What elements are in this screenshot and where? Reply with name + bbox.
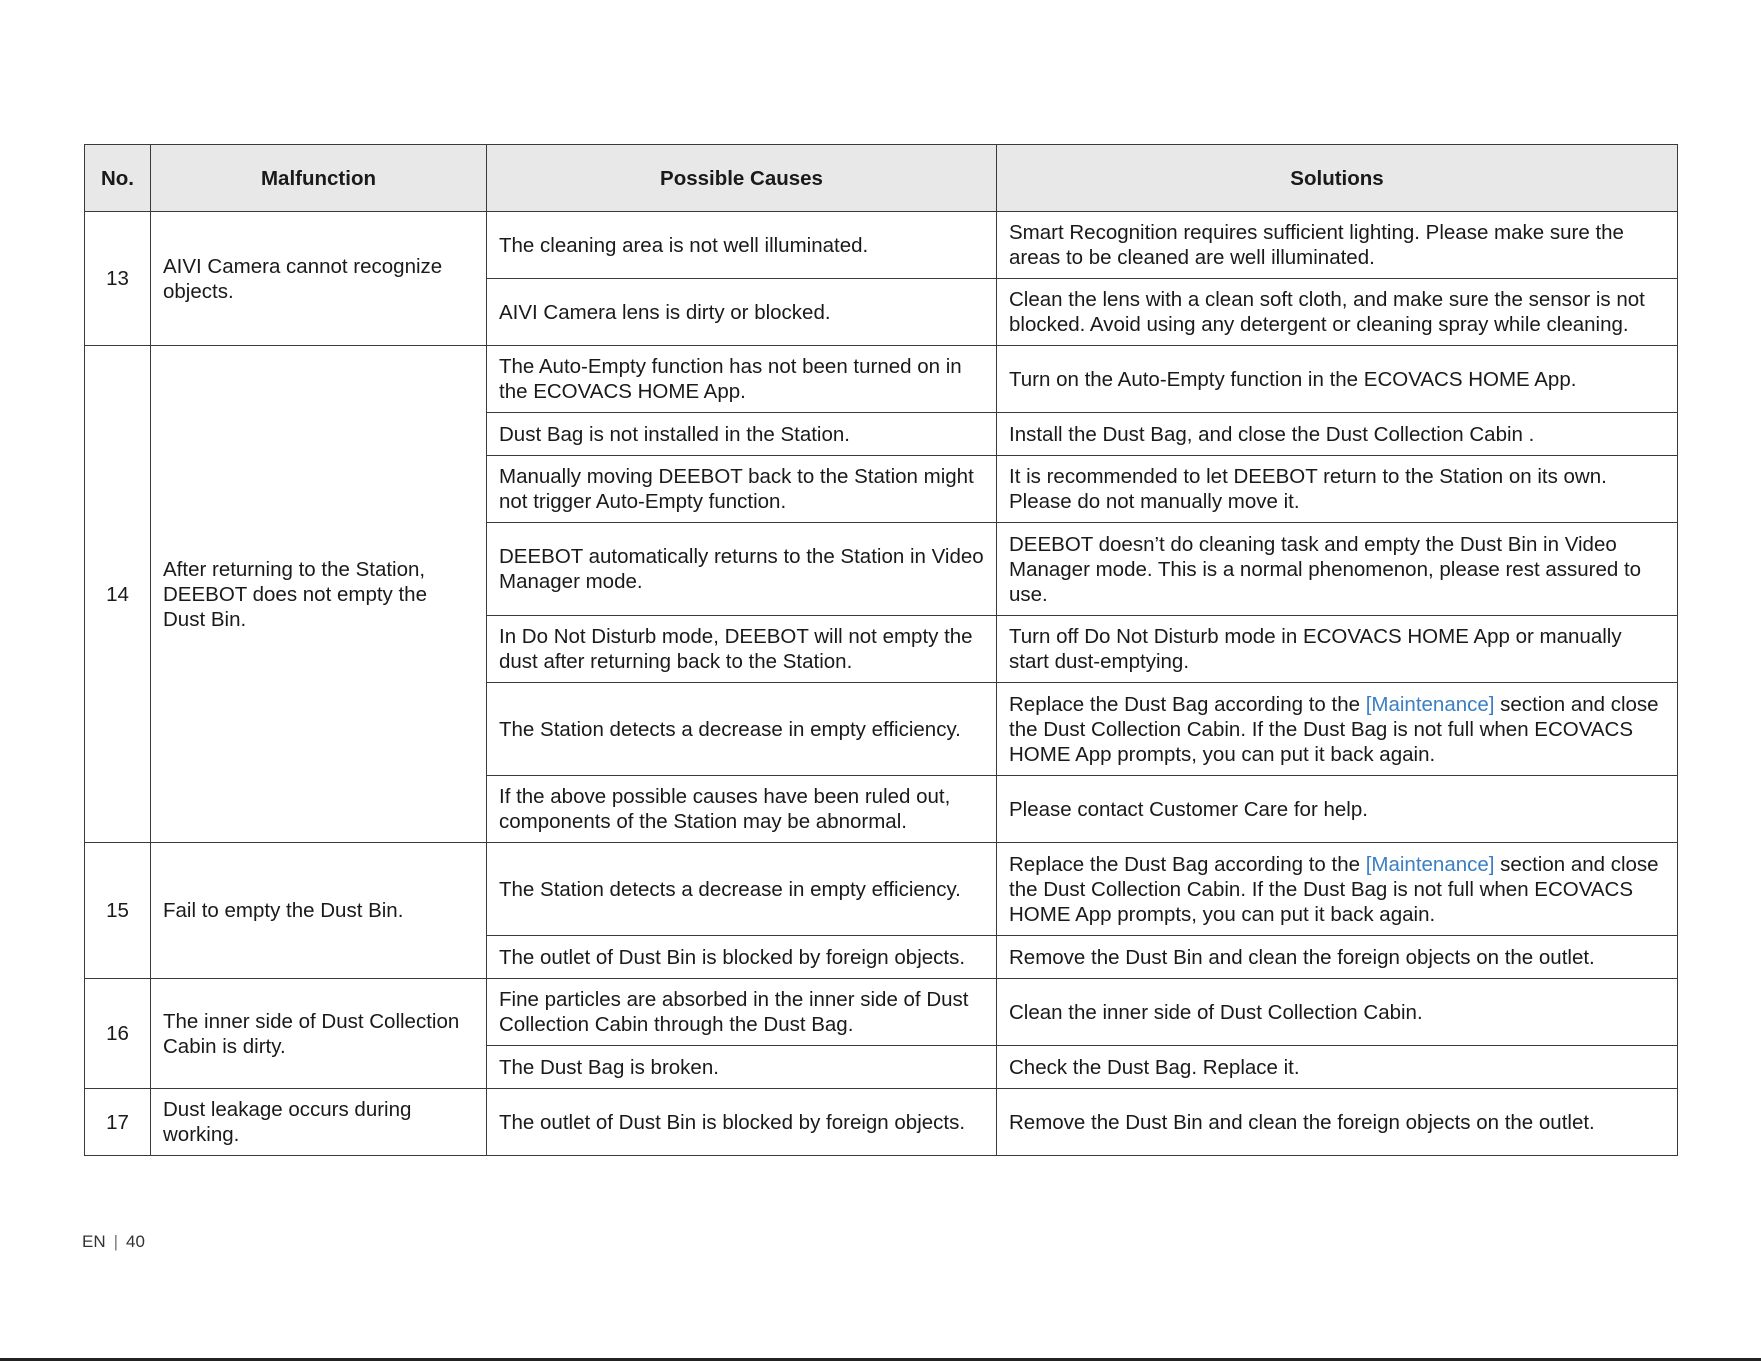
solution-cell: Clean the lens with a clean soft cloth, and make sure the sensor is not blocked. Avoid using any detergent or cleaning spray while cleaning. [997, 279, 1678, 346]
malfunction-cell: Fail to empty the Dust Bin. [151, 843, 487, 979]
table-row [85, 212, 1678, 279]
item-number: 14 [85, 346, 151, 843]
cause-cell: The Station detects a decrease in empty efficiency. [487, 683, 997, 776]
item-number: 15 [85, 843, 151, 979]
solution-text: Replace the Dust Bag according to the [1009, 852, 1366, 876]
page-footer [82, 1232, 145, 1252]
solution-text: section and close the Dust Collection Cabin. If the Dust Bag is not full when ECOVACS HOME App prompts, you can put it back again. [1009, 852, 1659, 926]
solution-cell: It is recommended to let DEEBOT return to the Station on its own. Please do not manually move it. [997, 456, 1678, 523]
solution-cell: Turn off Do Not Disturb mode in ECOVACS HOME App or manually start dust-emptying. [997, 616, 1678, 683]
header-solutions: Solutions [997, 145, 1678, 212]
malfunction-cell: AIVI Camera cannot recognize objects. [151, 212, 487, 346]
cause-cell: The outlet of Dust Bin is blocked by foreign objects. [487, 936, 997, 979]
cause-cell: The Station detects a decrease in empty efficiency. [487, 843, 997, 936]
solution-cell [997, 843, 1678, 936]
solution-cell: Please contact Customer Care for help. [997, 776, 1678, 843]
header-no: No. [85, 145, 151, 212]
cause-cell: Dust Bag is not installed in the Station. [487, 413, 997, 456]
malfunction-cell: The inner side of Dust Collection Cabin is dirty. [151, 979, 487, 1089]
cause-cell: In Do Not Disturb mode, DEEBOT will not empty the dust after returning back to the Station. [487, 616, 997, 683]
header-possible-causes: Possible Causes [487, 145, 997, 212]
table-row [85, 346, 1678, 413]
language-code: EN [82, 1232, 106, 1251]
solution-cell: DEEBOT doesn’t do cleaning task and empty the Dust Bin in Video Manager mode. This is a normal phenomenon, please rest assured to use. [997, 523, 1678, 616]
cause-cell: The Auto-Empty function has not been turned on in the ECOVACS HOME App. [487, 346, 997, 413]
item-number: 16 [85, 979, 151, 1089]
cause-cell: The outlet of Dust Bin is blocked by foreign objects. [487, 1089, 997, 1156]
cause-cell: Fine particles are absorbed in the inner side of Dust Collection Cabin through the Dust Bag. [487, 979, 997, 1046]
solution-cell: Clean the inner side of Dust Collection Cabin. [997, 979, 1678, 1046]
page-number: 40 [126, 1232, 145, 1251]
malfunction-cell: After returning to the Station, DEEBOT does not empty the Dust Bin. [151, 346, 487, 843]
table-row [85, 1089, 1678, 1156]
troubleshooting-table [84, 144, 1678, 1156]
cause-cell: The Dust Bag is broken. [487, 1046, 997, 1089]
solution-cell [997, 683, 1678, 776]
cause-cell: DEEBOT automatically returns to the Station in Video Manager mode. [487, 523, 997, 616]
solution-cell: Smart Recognition requires sufficient lighting. Please make sure the areas to be cleaned are well illuminated. [997, 212, 1678, 279]
solution-cell: Turn on the Auto-Empty function in the ECOVACS HOME App. [997, 346, 1678, 413]
solution-cell: Remove the Dust Bin and clean the foreign objects on the outlet. [997, 1089, 1678, 1156]
header-malfunction: Malfunction [151, 145, 487, 212]
solution-text: Replace the Dust Bag according to the [1009, 692, 1366, 716]
solution-cell: Install the Dust Bag, and close the Dust Collection Cabin . [997, 413, 1678, 456]
cause-cell: AIVI Camera lens is dirty or blocked. [487, 279, 997, 346]
solution-text: section and close the Dust Collection Cabin. If the Dust Bag is not full when ECOVACS HOME App prompts, you can put it back again. [1009, 692, 1659, 766]
table-header-row [85, 145, 1678, 212]
cause-cell: The cleaning area is not well illuminated. [487, 212, 997, 279]
table-row [85, 979, 1678, 1046]
item-number: 13 [85, 212, 151, 346]
malfunction-cell: Dust leakage occurs during working. [151, 1089, 487, 1156]
maintenance-link[interactable]: [Maintenance] [1365, 852, 1495, 876]
item-number: 17 [85, 1089, 151, 1156]
table-row [85, 843, 1678, 936]
solution-cell: Check the Dust Bag. Replace it. [997, 1046, 1678, 1089]
footer-separator: | [113, 1232, 119, 1251]
cause-cell: If the above possible causes have been ruled out, components of the Station may be abnormal. [487, 776, 997, 843]
cause-cell: Manually moving DEEBOT back to the Station might not trigger Auto-Empty function. [487, 456, 997, 523]
solution-cell: Remove the Dust Bin and clean the foreign objects on the outlet. [997, 936, 1678, 979]
maintenance-link[interactable]: [Maintenance] [1365, 692, 1495, 716]
